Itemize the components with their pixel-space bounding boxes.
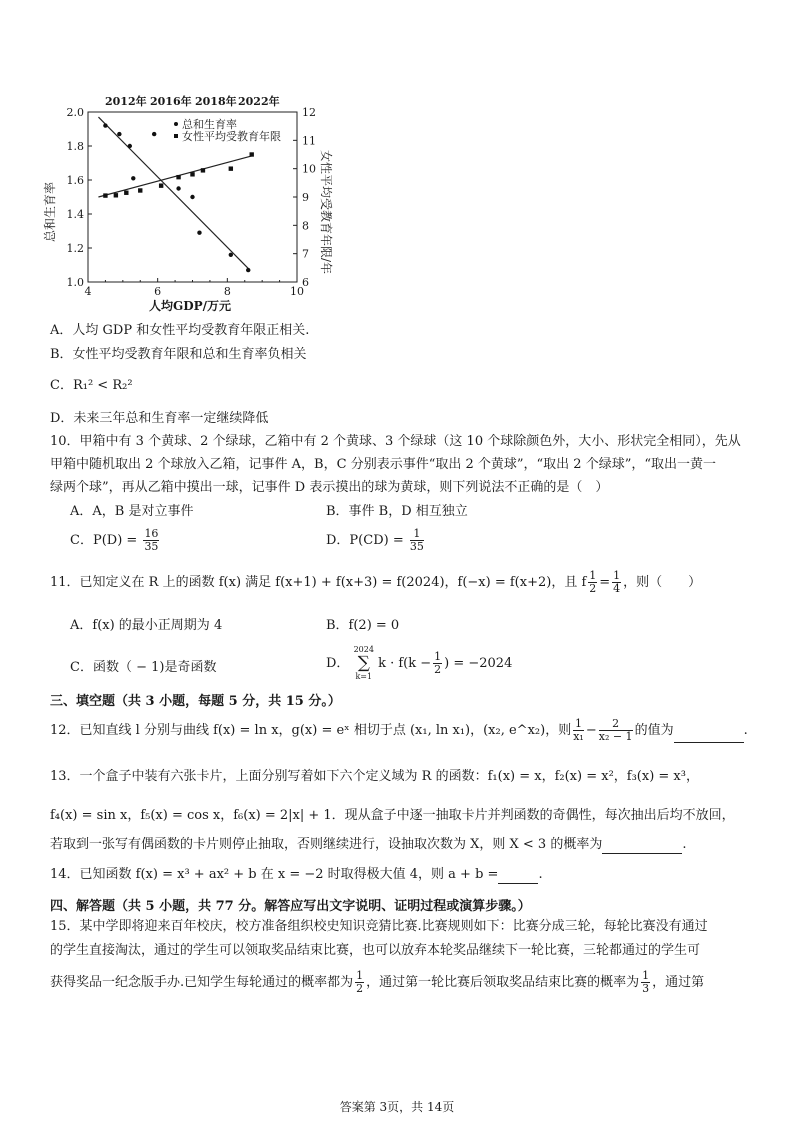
q10-option-d-prefix: D．P(CD) = [326, 533, 404, 548]
q11-stem-a: 11．已知定义在 R 上的函数 f(x) 满足 f(x+1) + f(x+3) = f(2024)，f(−x) = f(x+2)，且 f [50, 575, 587, 590]
frac-num: 1 [589, 569, 597, 582]
data-point-square [176, 175, 180, 179]
q14-text: 14．已知函数 f(x) = x³ + ax² + b 在 x = −2 时取得极大值 4，则 a + b = [50, 867, 499, 882]
frac-num: 16 [144, 527, 159, 540]
frac-num: 2 [599, 718, 633, 731]
q14-answer-blank[interactable] [498, 869, 538, 884]
q14-end: . [538, 867, 543, 882]
data-point-square [103, 193, 107, 197]
year-label: 2018年 [195, 95, 237, 108]
frac-num: 1 [410, 528, 424, 541]
sigma-symbol: ∑ [357, 653, 370, 673]
q10-option-d [326, 528, 426, 553]
q11-option-d [326, 645, 512, 682]
q15-line2: 的学生直接淘汰，通过的学生可以领取奖品结束比赛，也可以放弃本轮奖品继续下一轮比赛，三轮都通过的学生可 [50, 943, 701, 958]
y-right-tick-label: 12 [302, 106, 316, 119]
y-left-tick-label: 1.8 [66, 140, 84, 153]
q11-option-d-fraction [433, 651, 442, 676]
frac-den: x₂ − 1 [598, 730, 633, 743]
y-left-tick-label: 1.4 [66, 208, 84, 221]
q11-option-d-prefix: D． [326, 656, 350, 671]
scatter-figure [40, 92, 340, 318]
q12-minus: − [585, 723, 597, 738]
data-point-circle [131, 176, 135, 180]
data-point-square [250, 152, 254, 156]
frac-den: 2 [589, 582, 597, 595]
q9-option-c: C．R₁² < R₂² [50, 378, 133, 393]
x-tick-label: 4 [84, 285, 92, 298]
q10-option-d-fraction [410, 528, 424, 553]
data-point-square [114, 193, 118, 197]
y-left-tick-label: 1.6 [66, 174, 84, 187]
q11-stem-fraction-2 [612, 570, 621, 595]
q13-end: . [682, 837, 687, 852]
x-tick-label: 8 [223, 285, 231, 298]
q11-option-d-body: k · f(k − [378, 656, 432, 671]
data-point-circle [197, 231, 201, 235]
q15-fraction-1 [355, 970, 364, 995]
q13-line2: f₄(x) = sin x，f₅(x) = cos x，f₆(x) = 2|x| + 1．现从盒子中逐一抽取卡片并判函数的奇偶性，每次抽出后均不放回， [50, 808, 735, 823]
frac-den: 35 [144, 540, 159, 553]
q10-option-c-prefix: C．P(D) = [70, 533, 138, 548]
frac-den: 4 [613, 582, 621, 595]
q10-option-b: B．事件 B，D 相互独立 [326, 504, 468, 519]
data-point-circle [246, 268, 250, 272]
q12-answer-blank[interactable] [674, 728, 744, 743]
q12-end: . [743, 723, 748, 738]
q15-line3 [50, 970, 704, 995]
year-label: 2012年 [105, 95, 147, 108]
x-tick-label: 10 [290, 285, 304, 298]
frac-den: 3 [642, 982, 650, 995]
y-right-tick-label: 8 [302, 219, 309, 233]
year-label: 2016年 [150, 95, 192, 108]
y-right-tick-label: 11 [302, 134, 316, 148]
frac-num: 1 [642, 969, 650, 982]
q13-answer-blank[interactable] [602, 839, 682, 854]
q9-option-d: D．未来三年总和生育率一定继续降低 [50, 411, 269, 426]
q11-option-b: B．f(2) = 0 [326, 618, 400, 633]
y-right-tick-label: 7 [302, 247, 309, 261]
q9-option-b: B．女性平均受教育年限和总和生育率负相关 [50, 347, 307, 362]
summation [354, 645, 374, 682]
y-right-axis-label: 女性平均受教育年限/年 [319, 149, 333, 275]
section-3-heading: 三、填空题（共 3 小题，每题 5 分，共 15 分。） [50, 694, 341, 709]
data-point-square [138, 188, 142, 192]
q11-option-c: C．函数（ − 1)是奇函数 [70, 660, 217, 675]
q10-stem-line2: 甲箱中随机取出 2 个球放入乙箱，记事件 A，B，C 分别表示事件“取出 2 个黄球”，“取出 2 个绿球”，“取出一黄一 [50, 457, 716, 472]
data-point-circle [190, 195, 194, 199]
q10-option-c-fraction [143, 528, 159, 553]
data-point-circle [229, 253, 233, 257]
q15-line3-b: ，通过第一轮比赛后领取奖品结束比赛的概率为 [366, 975, 640, 990]
data-point-circle [176, 186, 180, 190]
y-right-tick-label: 10 [302, 162, 316, 176]
q13-line3-text: 若取到一张写有偶函数的卡片则停止抽取，否则继续进行，设抽取次数为 X，则 X < 3 的概率为 [50, 837, 603, 852]
data-point-circle [103, 123, 107, 127]
year-labels [105, 94, 280, 108]
year-label: 2022年 [238, 95, 280, 108]
frac-den: 2 [434, 663, 442, 676]
frac-num: 1 [613, 569, 621, 582]
q10-stem-line1: 10．甲箱中有 3 个黄球、2 个绿球，乙箱中有 2 个黄球、3 个绿球（这 10 个球除颜色外，大小、形状完全相同），先从 [50, 434, 741, 449]
q14-stem [50, 866, 543, 884]
frac-num: 1 [356, 969, 364, 982]
q11-option-a: A．f(x) 的最小正周期为 4 [70, 618, 223, 633]
frac-den: 2 [356, 982, 364, 995]
y-left-tick-label: 1.2 [66, 242, 84, 255]
frac-den: x₁ [573, 730, 584, 743]
q11-stem-fraction-1 [588, 570, 597, 595]
q15-line1: 15．某中学即将迎来百年校庆，校方准备组织校史知识竞猜比赛.比赛规则如下：比赛分成三轮，每轮比赛没有通过 [50, 919, 708, 934]
trend-line [98, 156, 251, 197]
q15-line3-c: ，通过第 [652, 975, 705, 990]
q9-option-a: A．人均 GDP 和女性平均受教育年限正相关. [50, 323, 310, 338]
page-footer: 答案第 3页，共 14页 [339, 1100, 455, 1114]
data-point-square [201, 168, 205, 172]
data-point-square [229, 166, 233, 170]
q10-stem-line3: 绿两个球”，再从乙箱中摸出一球，记事件 D 表示摸出的球为黄球，则下列说法不正确的是（ ） [50, 480, 609, 495]
frac-num: 1 [434, 650, 442, 663]
y-left-axis-label: 总和生育率 [43, 181, 57, 243]
q13-line1: 13．一个盒子中装有六张卡片，上面分别写着如下六个定义域为 R 的函数：f₁(x) = x，f₂(x) = x²，f₃(x) = x³， [50, 769, 699, 784]
q15-line3-a: 获得奖品一纪念版手办.已知学生每轮通过的概率都为 [50, 975, 354, 990]
chart-legend [174, 117, 281, 143]
data-point-square [190, 172, 194, 176]
data-point-circle [152, 132, 156, 136]
q15-fraction-2 [641, 970, 650, 995]
sum-lower: k=1 [355, 672, 373, 681]
data-point-square [159, 183, 163, 187]
data-point-circle [128, 144, 132, 148]
legend-label: 总和生育率 [182, 118, 237, 131]
y-right-tick-label: 6 [302, 276, 309, 289]
legend-marker-circle [174, 122, 178, 126]
legend-label: 女性平均受教育年限 [182, 130, 281, 143]
legend-marker-square [174, 134, 178, 138]
q12-stem [50, 718, 748, 743]
y-left-tick-label: 1.0 [66, 276, 84, 289]
section-4-heading: 四、解答题（共 5 小题，共 77 分。解答应写出文字说明、证明过程或演算步骤。） [50, 899, 531, 914]
x-axis-label: 人均GDP/万元 [148, 299, 232, 313]
q11-option-d-end: ) = −2024 [444, 656, 513, 671]
y-left-tick-label: 2.0 [66, 106, 84, 119]
q11-stem [50, 570, 701, 595]
q10-option-c [70, 528, 161, 553]
data-point-square [124, 191, 128, 195]
q13-line3 [50, 836, 686, 854]
q10-option-a: A．A，B 是对立事件 [70, 504, 194, 519]
q11-stem-equals: = [599, 575, 611, 590]
q12-fraction-1 [573, 718, 584, 743]
y-right-tick-label: 9 [302, 191, 309, 204]
frac-num: 1 [575, 717, 583, 730]
q11-stem-b: ，则（ ） [623, 575, 702, 590]
frac-den: 35 [409, 540, 424, 553]
x-tick-label: 6 [154, 285, 162, 298]
q12-fraction-2 [599, 718, 633, 743]
sum-upper: 2024 [353, 645, 374, 654]
q12-text-a: 12．已知直线 l 分别与曲线 f(x) = ln x，g(x) = eˣ 相切于点 (x₁, ln x₁)，(x₂, e^x₂)，则 [50, 723, 572, 738]
data-point-circle [117, 132, 121, 136]
q12-text-b: 的值为 [634, 723, 674, 738]
